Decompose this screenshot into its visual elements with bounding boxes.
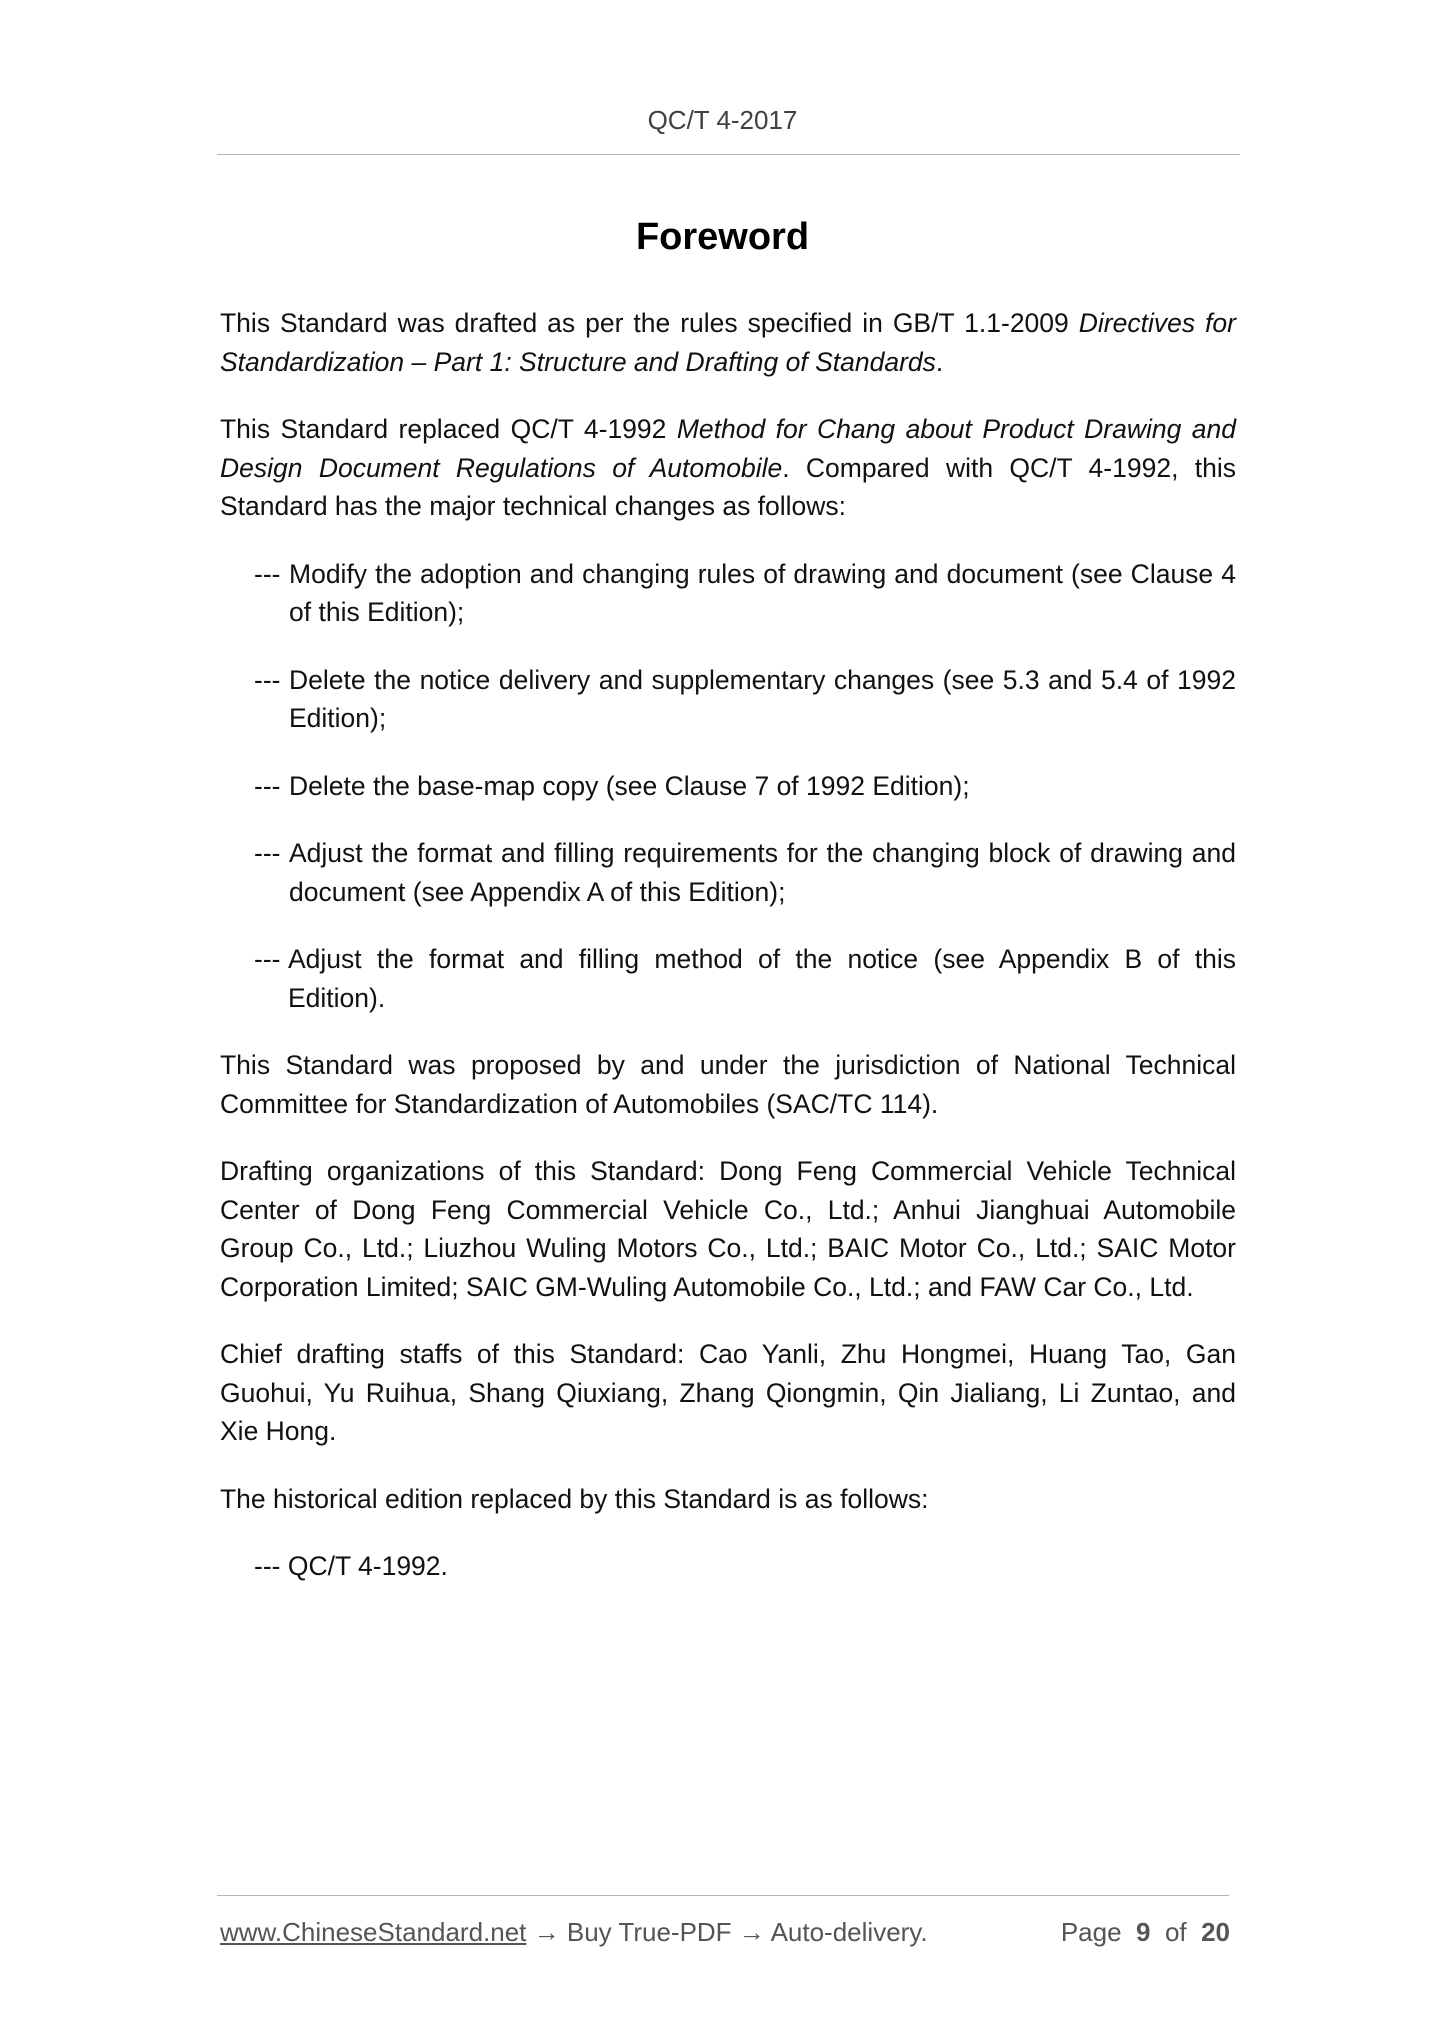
paragraph-drafting-organizations: Drafting organizations of this Standard: Dong Feng Commercial Vehicle Technical Center of Dong Feng Commercial Vehicle Co., Ltd.; Anhui Jianghuai Automobile Group Co., Ltd.; Liuzhou Wuling Motors Co., Ltd.; BAIC Motor Co., Ltd.; SAIC Motor Corporation Limited; SAIC GM-Wuling Automobile Co., Ltd.; and FAW Car Co., Ltd. (220, 1156, 1236, 1302)
list-item: --- Adjust the format and filling method of the notice (see Appendix B of this Edition). (254, 944, 1236, 1013)
paragraph-chief-drafters: Chief drafting staffs of this Standard: Cao Yanli, Zhu Hongmei, Huang Tao, Gan Guohui, Yu Ruihua, Shang Qiuxiang, Zhang Qiongmin, Qin Jialiang, Li Zuntao, and Xie Hong. (220, 1339, 1236, 1446)
total-page-count: 20 (1201, 1917, 1230, 1947)
paragraph-replacement: This Standard replaced QC/T 4-1992 Method for Chang about Product Drawing and Design Document Regulations of Automobile. Compared with QC/T 4-1992, this Standard has the major technical changes as follows: (220, 414, 1236, 521)
footer-tagline: → Buy True-PDF → Auto-delivery. (526, 1917, 928, 1947)
paragraph-historical-edition: The historical edition replaced by this Standard is as follows: (220, 1483, 929, 1514)
directive-title: Directives for Standardization – Part 1: Structure and Drafting of Standards (220, 308, 1236, 377)
history-list-item: --- QC/T 4-1992. (254, 1551, 448, 1581)
footer-divider (217, 1895, 1229, 1896)
list-item: --- Delete the base-map copy (see Clause 7 of 1992 Edition); (254, 770, 970, 801)
current-page-number: 9 (1136, 1917, 1151, 1947)
page-indicator: Page 9 of 20 (1060, 1917, 1230, 1947)
chinesestandard-link[interactable]: www.ChineseStandard.net (220, 1917, 527, 1947)
page-title: Foreword (635, 216, 810, 258)
document-code-header: QC/T 4-2017 (647, 105, 798, 135)
list-item: --- Delete the notice delivery and supplementary changes (see 5.3 and 5.4 of 1992 Edition); (254, 664, 1236, 733)
header-divider (217, 154, 1240, 155)
list-item: --- Adjust the format and filling requirements for the changing block of drawing and document (see Appendix A of this Edition); (254, 838, 1236, 907)
page-footer (220, 1914, 1230, 1950)
paragraph-proposed-by: This Standard was proposed by and under the jurisdiction of National Technical Committee for Standardization of Automobiles (SAC/TC 114). (220, 1050, 1236, 1119)
list-item: --- Modify the adoption and changing rules of drawing and document (see Clause 4 of this Edition); (254, 558, 1236, 627)
foreword-body (220, 304, 1236, 1615)
paragraph-drafting-rules: This Standard was drafted as per the rules specified in GB/T 1.1-2009 Directives for Standardization – Part 1: Structure and Drafting of Standards. (220, 308, 1236, 377)
replaced-standard-title: Method for Chang about Product Drawing and Design Document Regulations of Automobile (220, 414, 1236, 483)
